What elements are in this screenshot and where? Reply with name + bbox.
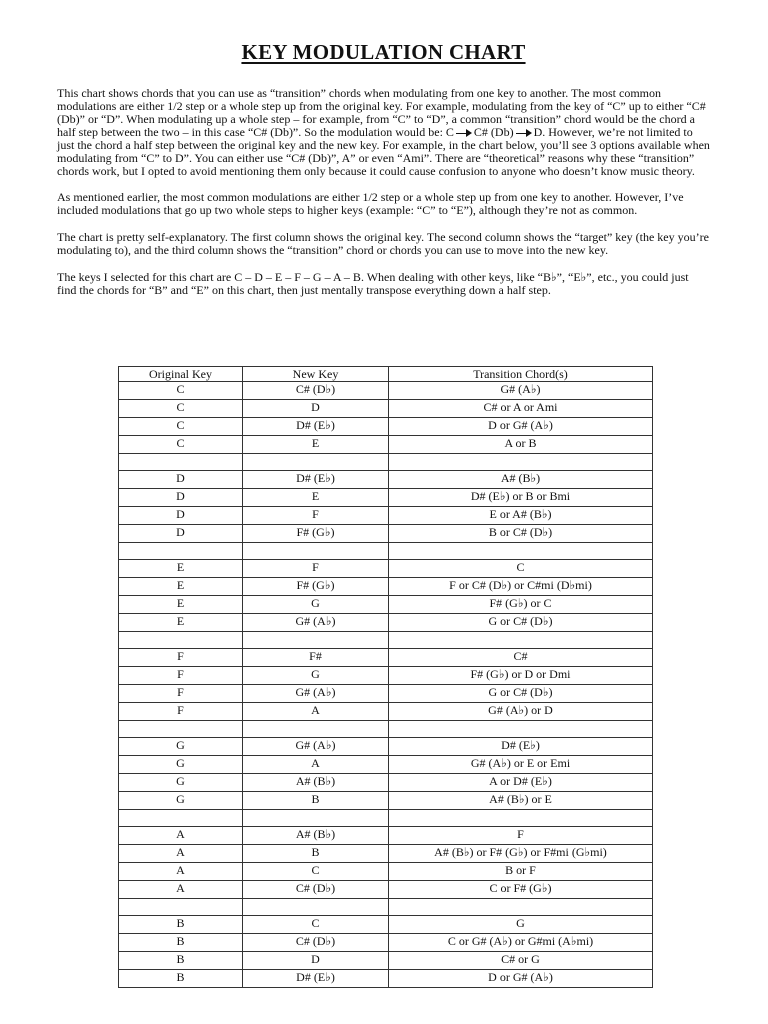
- original-key-cell: A: [119, 863, 243, 881]
- table-row: [119, 685, 653, 703]
- original-key-cell: G: [119, 738, 243, 756]
- right-arrow-icon: [516, 129, 532, 138]
- table-row: [119, 756, 653, 774]
- transition-chord-cell: G# (A♭) or D: [389, 703, 653, 721]
- transition-chord-cell: C or F# (G♭): [389, 881, 653, 899]
- new-key-cell: F# (G♭): [243, 525, 389, 543]
- transition-chord-cell: G# (A♭): [389, 382, 653, 400]
- original-key-cell: E: [119, 596, 243, 614]
- transition-chord-cell: E or A# (B♭): [389, 507, 653, 525]
- transition-chord-cell: C: [389, 560, 653, 578]
- new-key-cell: D: [243, 952, 389, 970]
- table-row: [119, 418, 653, 436]
- empty-cell: [243, 899, 389, 916]
- original-key-cell: C: [119, 400, 243, 418]
- table-row: [119, 489, 653, 507]
- new-key-cell: A# (B♭): [243, 774, 389, 792]
- new-key-cell: G# (A♭): [243, 614, 389, 632]
- new-key-cell: F: [243, 507, 389, 525]
- original-key-cell: B: [119, 952, 243, 970]
- table-row: [119, 792, 653, 810]
- header-transition-chords: Transition Chord(s): [389, 367, 653, 382]
- table-body: [119, 382, 653, 988]
- empty-cell: [389, 721, 653, 738]
- table-spacer-row: [119, 632, 653, 649]
- table-row: [119, 863, 653, 881]
- transition-chord-cell: A# (B♭) or E: [389, 792, 653, 810]
- new-key-cell: E: [243, 489, 389, 507]
- table-spacer-row: [119, 899, 653, 916]
- table-row: [119, 845, 653, 863]
- intro-p1-part-3: D. However, we’re not limited to just the chord a half step between the original key and the new key. For example, in the chart below, you’ll see 3 options available when modulating from “C” to D”. You can either use “C# (Db)”, A” or even “Ami”. There are “theoretical” reasons why these “transition” chords work, but I opted to avoid mentioning them only because it could cause confusion to anyone who doesn’t know music theory.: [57, 125, 710, 178]
- original-key-cell: C: [119, 436, 243, 454]
- new-key-cell: G# (A♭): [243, 738, 389, 756]
- empty-cell: [389, 810, 653, 827]
- empty-cell: [243, 454, 389, 471]
- new-key-cell: A: [243, 756, 389, 774]
- table-spacer-row: [119, 543, 653, 560]
- original-key-cell: D: [119, 471, 243, 489]
- new-key-cell: F# (G♭): [243, 578, 389, 596]
- table-row: [119, 738, 653, 756]
- empty-cell: [243, 810, 389, 827]
- original-key-cell: C: [119, 382, 243, 400]
- empty-cell: [119, 721, 243, 738]
- new-key-cell: D: [243, 400, 389, 418]
- intro-p1-part-1: This chart shows chords that you can use as “transition” chords when modulating from one key to another. The most common modulations are either 1/2 step or a whole step up from the original key. For example, modulating from the key of “C” up to either “C# (Db)” or “D”. When modulating up a whole step – for example, from “C” to “D”, a common “transition” chord would be the chord a half step between the two – in this case “C# (Db)”. So the modulation would be: C: [57, 86, 706, 139]
- empty-cell: [119, 810, 243, 827]
- new-key-cell: A: [243, 703, 389, 721]
- table-row: [119, 934, 653, 952]
- new-key-cell: G: [243, 667, 389, 685]
- intro-p1-part-2: C# (Db): [473, 125, 514, 139]
- original-key-cell: D: [119, 507, 243, 525]
- table-spacer-row: [119, 721, 653, 738]
- original-key-cell: B: [119, 970, 243, 988]
- header-new-key: New Key: [243, 367, 389, 382]
- new-key-cell: D# (E♭): [243, 418, 389, 436]
- original-key-cell: A: [119, 845, 243, 863]
- original-key-cell: E: [119, 578, 243, 596]
- transition-chord-cell: D# (E♭): [389, 738, 653, 756]
- empty-cell: [119, 632, 243, 649]
- new-key-cell: C# (D♭): [243, 881, 389, 899]
- table-header-row: [119, 367, 653, 382]
- modulation-table: [118, 366, 653, 988]
- new-key-cell: C: [243, 863, 389, 881]
- original-key-cell: F: [119, 685, 243, 703]
- original-key-cell: F: [119, 703, 243, 721]
- original-key-cell: E: [119, 614, 243, 632]
- transition-chord-cell: D or G# (A♭): [389, 970, 653, 988]
- new-key-cell: B: [243, 792, 389, 810]
- table-row: [119, 436, 653, 454]
- page-title: KEY MODULATION CHART: [241, 40, 526, 64]
- transition-chord-cell: B or F: [389, 863, 653, 881]
- new-key-cell: A# (B♭): [243, 827, 389, 845]
- table-row: [119, 382, 653, 400]
- original-key-cell: F: [119, 649, 243, 667]
- table-row: [119, 578, 653, 596]
- original-key-cell: A: [119, 827, 243, 845]
- original-key-cell: D: [119, 525, 243, 543]
- intro-paragraph-1: [57, 87, 710, 178]
- empty-cell: [119, 454, 243, 471]
- empty-cell: [243, 721, 389, 738]
- original-key-cell: E: [119, 560, 243, 578]
- table-row: [119, 596, 653, 614]
- table-row: [119, 970, 653, 988]
- intro-paragraph-2: As mentioned earlier, the most common modulations are either 1/2 step or a whole step up from one key to another. However, I’ve included modulations that go up two whole steps to higher keys (example: “C” to “E”), although they’re not as common.: [57, 190, 684, 217]
- new-key-cell: G# (A♭): [243, 685, 389, 703]
- table-row: [119, 667, 653, 685]
- empty-cell: [119, 899, 243, 916]
- table-row: [119, 827, 653, 845]
- table-row: [119, 560, 653, 578]
- new-key-cell: F#: [243, 649, 389, 667]
- original-key-cell: B: [119, 916, 243, 934]
- original-key-cell: G: [119, 792, 243, 810]
- transition-chord-cell: A or D# (E♭): [389, 774, 653, 792]
- table-row: [119, 525, 653, 543]
- transition-chord-cell: D# (E♭) or B or Bmi: [389, 489, 653, 507]
- original-key-cell: G: [119, 756, 243, 774]
- table-row: [119, 400, 653, 418]
- table-row: [119, 471, 653, 489]
- transition-chord-cell: G# (A♭) or E or Emi: [389, 756, 653, 774]
- table-row: [119, 703, 653, 721]
- transition-chord-cell: C# or G: [389, 952, 653, 970]
- empty-cell: [389, 543, 653, 560]
- transition-chord-cell: G or C# (D♭): [389, 614, 653, 632]
- original-key-cell: G: [119, 774, 243, 792]
- new-key-cell: C: [243, 916, 389, 934]
- empty-cell: [389, 899, 653, 916]
- table-row: [119, 507, 653, 525]
- table-spacer-row: [119, 454, 653, 471]
- new-key-cell: E: [243, 436, 389, 454]
- empty-cell: [243, 632, 389, 649]
- new-key-cell: F: [243, 560, 389, 578]
- original-key-cell: B: [119, 934, 243, 952]
- new-key-cell: D# (E♭): [243, 471, 389, 489]
- transition-chord-cell: C# or A or Ami: [389, 400, 653, 418]
- transition-chord-cell: F: [389, 827, 653, 845]
- table-row: [119, 614, 653, 632]
- transition-chord-cell: B or C# (D♭): [389, 525, 653, 543]
- new-key-cell: D# (E♭): [243, 970, 389, 988]
- transition-chord-cell: F or C# (D♭) or C#mi (D♭mi): [389, 578, 653, 596]
- table-row: [119, 952, 653, 970]
- transition-chord-cell: C or G# (A♭) or G#mi (A♭mi): [389, 934, 653, 952]
- table-row: [119, 916, 653, 934]
- new-key-cell: B: [243, 845, 389, 863]
- empty-cell: [389, 632, 653, 649]
- transition-chord-cell: G or C# (D♭): [389, 685, 653, 703]
- transition-chord-cell: A# (B♭): [389, 471, 653, 489]
- empty-cell: [243, 543, 389, 560]
- transition-chord-cell: F# (G♭) or C: [389, 596, 653, 614]
- original-key-cell: F: [119, 667, 243, 685]
- new-key-cell: C# (D♭): [243, 382, 389, 400]
- transition-chord-cell: D or G# (A♭): [389, 418, 653, 436]
- intro-paragraph-4: The keys I selected for this chart are C – D – E – F – G – A – B. When dealing with other keys, like “B♭”, “E♭”, etc., you could just find the chords for “B” and “E” on this chart, then just mentally transpose everything down a half step.: [57, 270, 689, 297]
- transition-chord-cell: F# (G♭) or D or Dmi: [389, 667, 653, 685]
- empty-cell: [389, 454, 653, 471]
- new-key-cell: G: [243, 596, 389, 614]
- original-key-cell: C: [119, 418, 243, 436]
- original-key-cell: A: [119, 881, 243, 899]
- new-key-cell: C# (D♭): [243, 934, 389, 952]
- original-key-cell: D: [119, 489, 243, 507]
- table-row: [119, 649, 653, 667]
- transition-chord-cell: C#: [389, 649, 653, 667]
- transition-chord-cell: A or B: [389, 436, 653, 454]
- intro-paragraph-3: The chart is pretty self-explanatory. The first column shows the original key. The second column shows the “target” key (the key you’re modulating to), and the third column shows the “transition” chord or chords you can use to move into the new key.: [57, 230, 709, 257]
- right-arrow-icon: [456, 129, 472, 138]
- transition-chord-cell: A# (B♭) or F# (G♭) or F#mi (G♭mi): [389, 845, 653, 863]
- table-spacer-row: [119, 810, 653, 827]
- empty-cell: [119, 543, 243, 560]
- table-row: [119, 881, 653, 899]
- header-original-key: Original Key: [119, 367, 243, 382]
- transition-chord-cell: G: [389, 916, 653, 934]
- table-row: [119, 774, 653, 792]
